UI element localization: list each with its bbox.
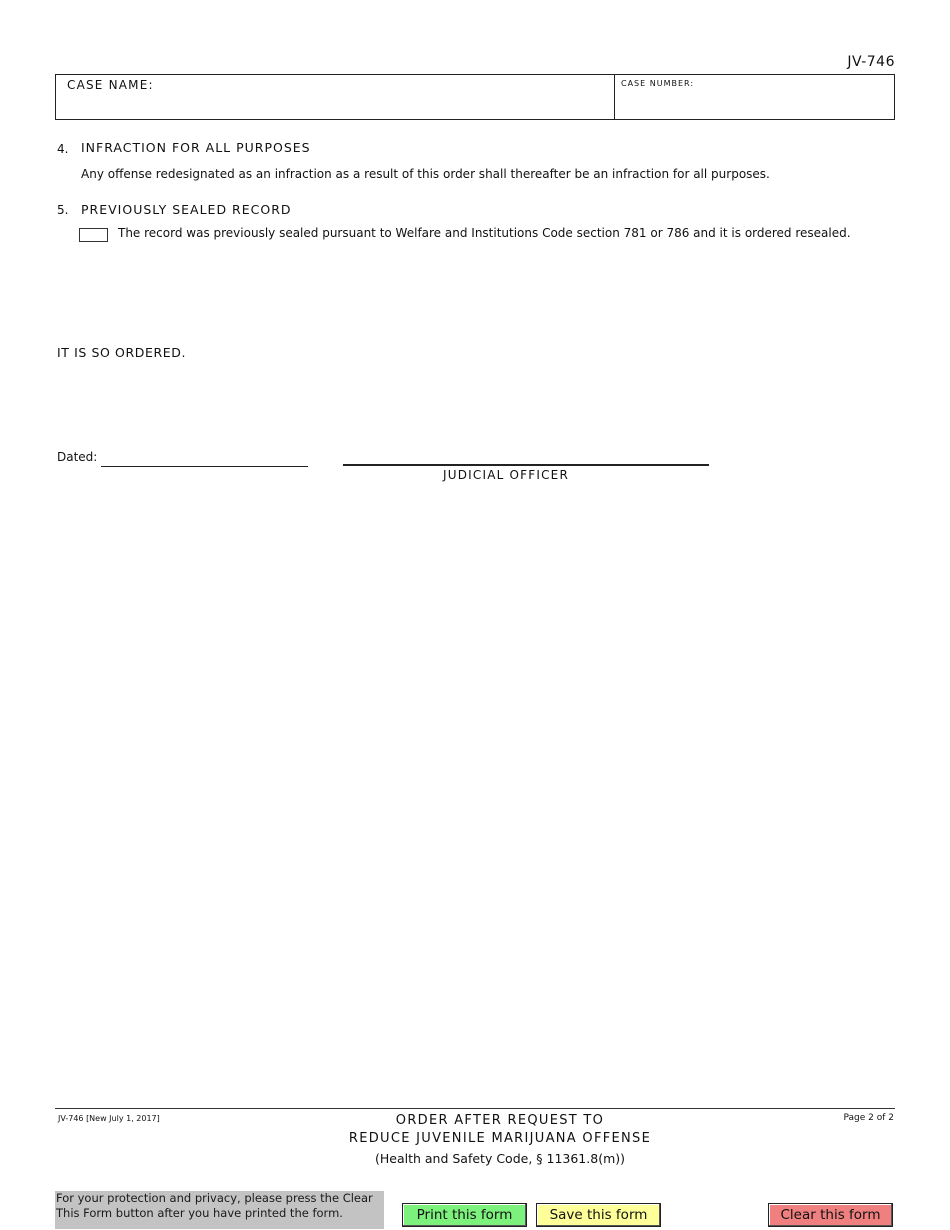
footer-citation: (Health and Safety Code, § 11361.8(m)) [374,1151,625,1166]
resealed-checkbox[interactable] [79,228,108,242]
case-name-label: CASE NAME: [67,78,154,92]
it-is-so-ordered: IT IS SO ORDERED. [57,345,187,360]
clear-button[interactable]: Clear this form [768,1203,893,1227]
print-button[interactable]: Print this form [402,1203,527,1227]
resealed-checkbox-label: The record was previously sealed pursuant to Welfare and Institutions Code section 781 or 786 and it is ordered resealed. [118,226,851,240]
item-5-number: 5. [57,203,69,217]
judicial-officer-label: JUDICIAL OFFICER [442,468,570,482]
case-name-field[interactable] [66,95,606,115]
footer-title-line-1: ORDER AFTER REQUEST TO [395,1113,605,1128]
save-button[interactable]: Save this form [536,1203,661,1227]
item-4-text: Any offense redesignated as an infraction as a result of this order shall thereafter be an infraction for all purposes. [81,167,770,181]
case-number-label: CASE NUMBER: [621,79,695,88]
case-number-field[interactable] [621,93,887,115]
dated-label: Dated: [57,450,98,464]
case-header-box [55,74,895,120]
form-number: JV-746 [847,54,895,70]
dated-field-line[interactable] [101,466,308,467]
footer-revision: JV-746 [New July 1, 2017] [58,1114,160,1123]
judicial-officer-signature-line [343,464,709,466]
footer-rule [55,1108,895,1109]
privacy-note: For your protection and privacy, please press the Clear This Form button after you have printed the form. [55,1191,384,1229]
item-4-heading: INFRACTION FOR ALL PURPOSES [81,140,311,155]
page-number: Page 2 of 2 [843,1113,894,1123]
footer-title-line-2: REDUCE JUVENILE MARIJUANA OFFENSE [348,1131,652,1146]
header-divider [614,75,615,119]
item-5-heading: PREVIOUSLY SEALED RECORD [81,202,292,217]
item-4-number: 4. [57,142,69,156]
